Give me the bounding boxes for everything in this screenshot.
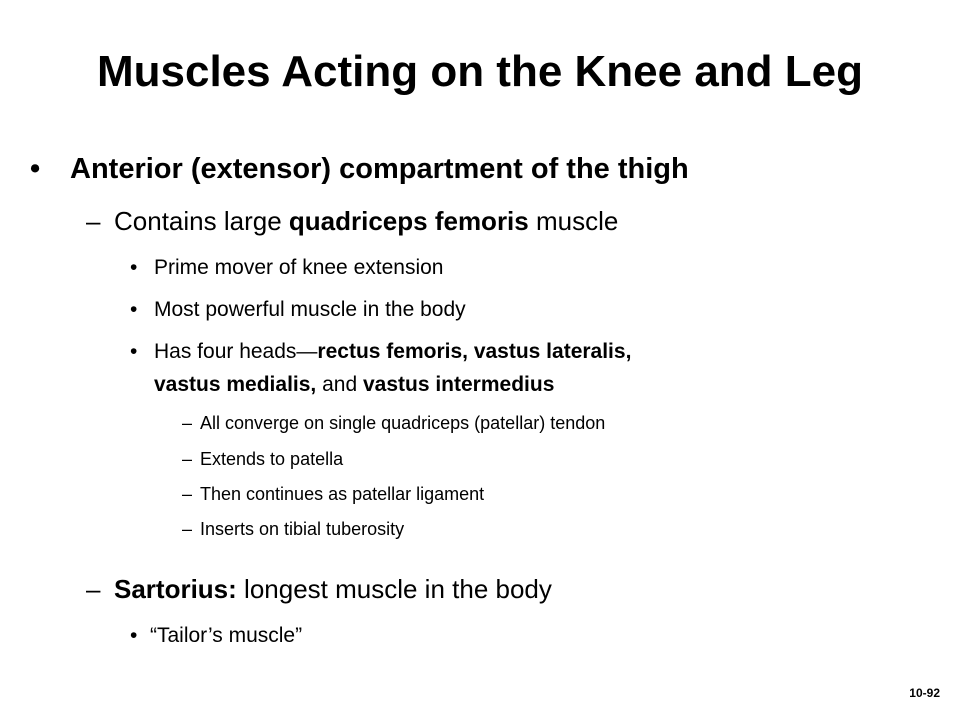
dash-marker: – [86,574,101,604]
bold-term-sartorius: Sartorius: [114,574,237,604]
subpoint-text: Then continues as patellar ligament [200,484,485,504]
bullet-text: “Tailor’s muscle” [150,624,303,647]
dash-marker: – [182,449,193,469]
bullet-text [154,373,554,396]
bullet-marker: • [130,256,138,279]
dash-marker: – [86,206,101,236]
bold-term-heads-line1: rectus femoris, vastus lateralis, [317,340,632,363]
bold-term-quadriceps-femoris: quadriceps femoris [288,206,529,236]
bold-term-vastus-medialis: vastus medialis, [154,373,317,396]
subpoint-text: All converge on single quadriceps (patellar) tendon [200,413,606,433]
subpoint-text: Inserts on tibial tuberosity [200,519,405,539]
bullet-text: Most powerful muscle in the body [154,298,466,321]
bullet-text: Anterior (extensor) compartment of the thigh [70,153,689,185]
subbullet-text [114,574,552,604]
text-segment: muscle [528,206,619,236]
bullet-text [154,339,631,364]
bullet-marker: • [130,298,138,321]
text-segment: Has four heads— [154,340,318,363]
dash-marker: – [182,519,193,539]
slide-title: Muscles Acting on the Knee and Leg [96,47,864,96]
bullet-text: Prime mover of knee extension [154,256,444,279]
text-segment: Contains large [114,206,289,236]
bullet-marker: • [130,340,138,363]
dash-marker: – [182,484,193,504]
bullet-marker: • [30,153,41,185]
dash-marker: – [182,413,193,433]
subbullet-text [114,206,618,236]
text-segment: and [316,373,363,396]
page-number: 10-92 [909,686,940,700]
text-segment: longest muscle in the body [236,574,552,604]
bullet-four-heads-continued [154,372,554,397]
bold-term-vastus-intermedius: vastus intermedius [362,373,555,396]
subpoint-text: Extends to patella [200,449,344,469]
bullet-marker: • [130,624,138,647]
